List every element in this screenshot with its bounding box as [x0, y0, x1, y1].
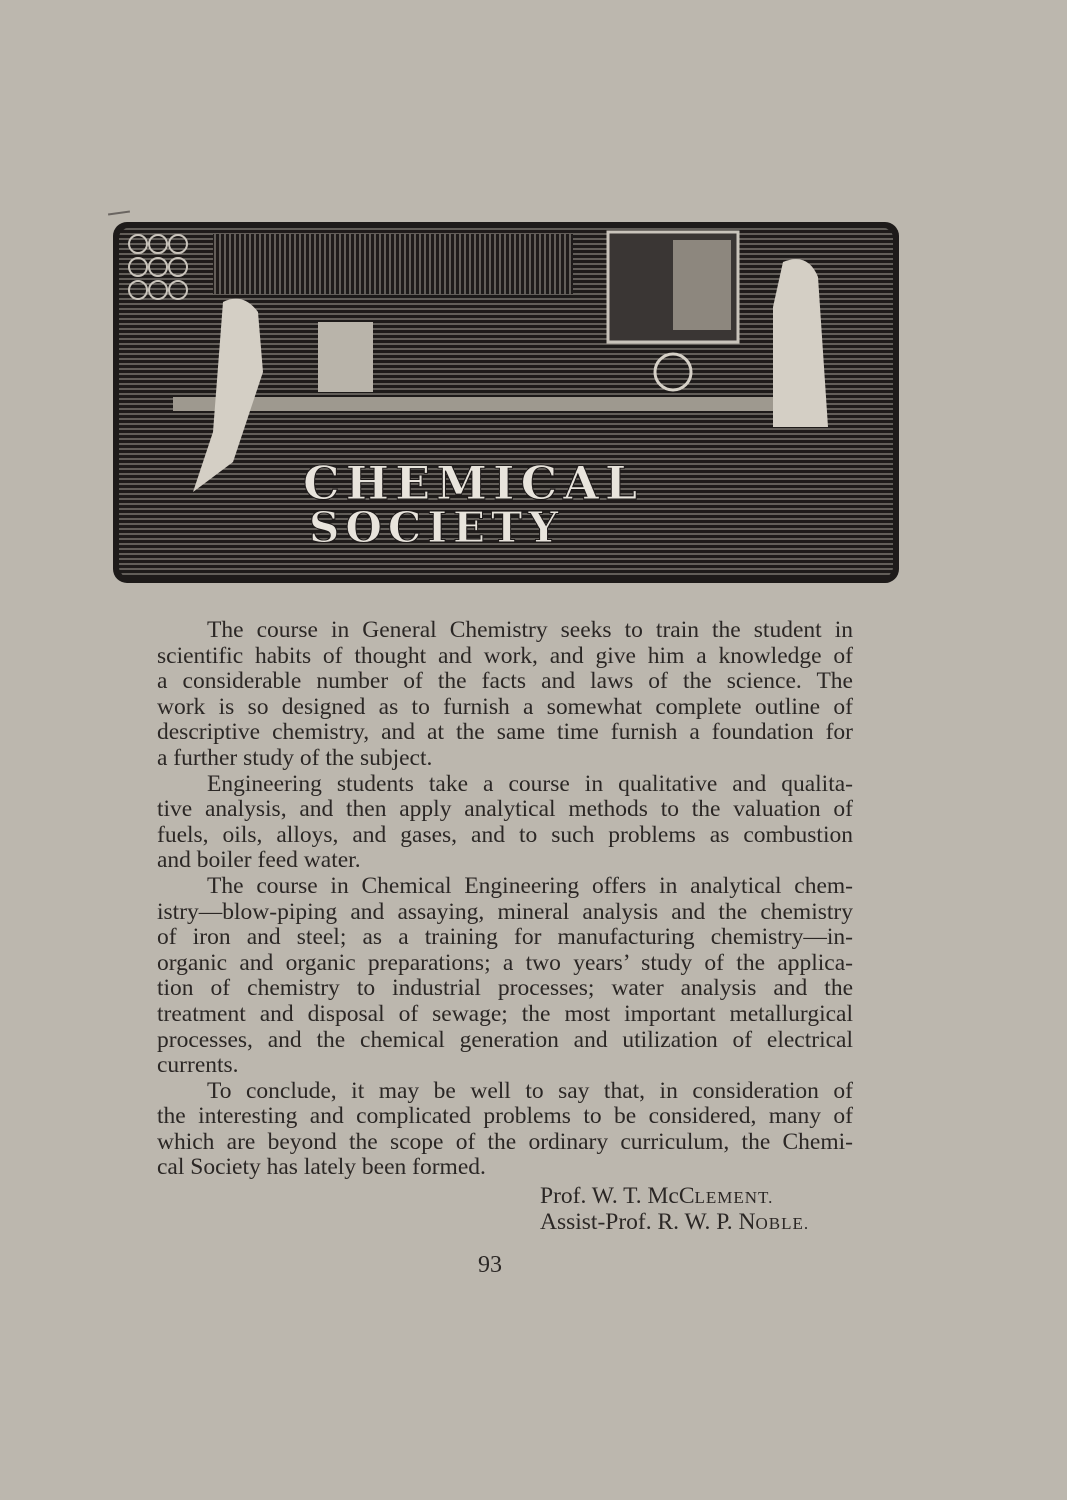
text-line: treatment and disposal of sewage; the most important metallurgical — [157, 1000, 853, 1027]
text-line: cal Society has lately been formed. — [157, 1154, 486, 1181]
title-line-2: SOCIETY — [309, 503, 565, 552]
text-line: the interesting and complicated problems to be considered, many of — [157, 1103, 853, 1130]
text-line: To conclude, it may be well to say that, in consideration of — [207, 1077, 853, 1104]
text-line: of iron and steel; as a training for manufacturing chemistry—in- — [157, 924, 853, 951]
text-line: fuels, oils, alloys, and gases, and to such problems as combustion — [157, 821, 853, 848]
text-line: a considerable number of the facts and laws of the science. The — [157, 668, 853, 695]
illustration-title — [303, 456, 703, 552]
text-line: tive analysis, and then apply analytical methods to the valuation of — [157, 796, 853, 823]
signature-smallcaps: OBLE. — [755, 1214, 810, 1233]
text-line: work is so designed as to furnish a somewhat complete outline of — [157, 693, 853, 720]
chemical-society-illustration — [113, 222, 899, 583]
signature-mcclement — [540, 1183, 773, 1210]
page-number: 93 — [478, 1252, 502, 1278]
text-line: The course in Chemical Engineering offers in analytical chem- — [207, 872, 853, 899]
text-line: which are beyond the scope of the ordinary curriculum, the Chemi- — [157, 1128, 853, 1155]
text-line: processes, and the chemical generation and utilization of electrical — [157, 1026, 853, 1053]
scan-mark — [108, 210, 130, 215]
title-line-1: CHEMICAL — [303, 456, 644, 510]
text-line: organic and organic preparations; a two years’ study of the applica- — [157, 949, 853, 976]
signature-text: Assist-Prof. R. W. P. N — [540, 1209, 756, 1235]
text-line: currents. — [157, 1052, 239, 1079]
text-line: The course in General Chemistry seeks to train the student in — [207, 617, 853, 643]
text-line: Engineering students take a course in qualitative and qualita- — [207, 770, 853, 797]
text-line: and boiler feed water. — [157, 847, 361, 874]
text-line: tion of chemistry to industrial processes; water analysis and the — [157, 975, 853, 1002]
text-line: istry—blow-piping and assaying, mineral analysis and the chemistry — [157, 898, 853, 925]
signature-text: Prof. W. T. McC — [540, 1183, 695, 1209]
signature-smallcaps: LEMENT. — [694, 1188, 774, 1207]
signature-noble — [540, 1209, 809, 1236]
text-line: scientific habits of thought and work, and give him a knowledge of — [157, 642, 853, 669]
text-line: descriptive chemistry, and at the same time furnish a foundation for — [157, 719, 853, 746]
text-line: a further study of the subject. — [157, 744, 433, 771]
body-text — [157, 618, 853, 1181]
